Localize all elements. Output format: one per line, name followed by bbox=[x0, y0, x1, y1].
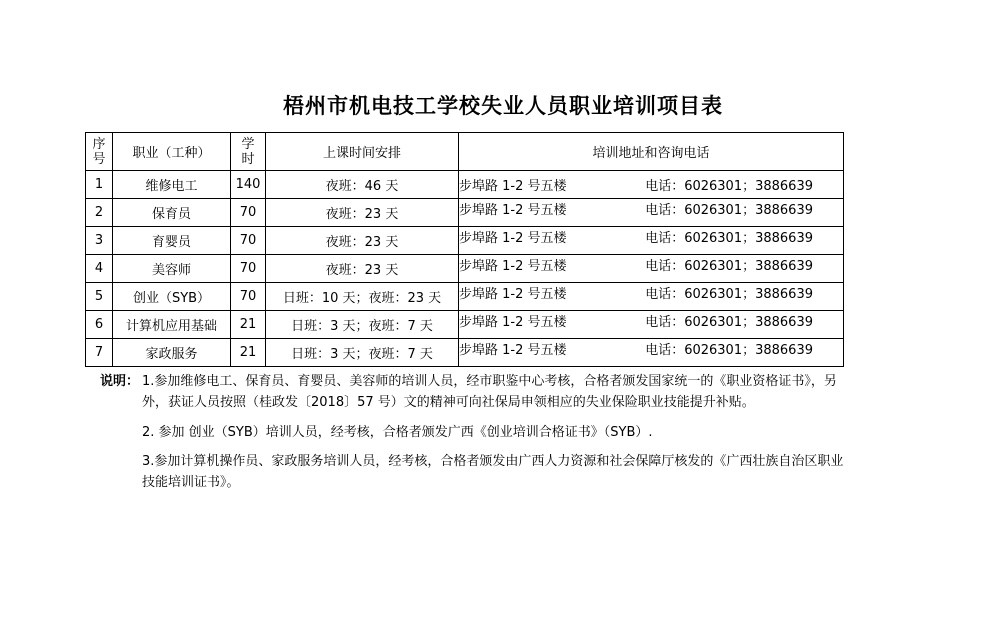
address-text: 步埠路 1-2 号五楼 bbox=[459, 179, 567, 194]
cell-job: 保育员 bbox=[113, 199, 231, 227]
cell-job: 美容师 bbox=[113, 255, 231, 283]
cell-seq: 1 bbox=[86, 171, 113, 199]
cell-contact bbox=[459, 227, 844, 255]
cell-contact bbox=[459, 255, 844, 283]
cell-seq: 6 bbox=[86, 311, 113, 339]
table-header-row bbox=[86, 133, 844, 171]
table-row bbox=[86, 283, 844, 311]
phone-text: 电话：6026301；3886639 bbox=[645, 287, 813, 302]
header-seq: 序 号 bbox=[86, 133, 113, 171]
cell-job: 计算机应用基础 bbox=[113, 311, 231, 339]
cell-job: 创业（SYB） bbox=[113, 283, 231, 311]
cell-schedule: 夜班：23 天 bbox=[266, 227, 459, 255]
phone-text: 电话：6026301；3886639 bbox=[645, 203, 813, 218]
phone-text: 电话：6026301；3886639 bbox=[645, 343, 813, 358]
address-text: 步埠路 1-2 号五楼 bbox=[459, 343, 567, 358]
phone-text: 电话：6026301；3886639 bbox=[645, 315, 813, 330]
address-text: 步埠路 1-2 号五楼 bbox=[459, 231, 567, 246]
notes-label: 说明： bbox=[100, 374, 140, 389]
table-row bbox=[86, 199, 844, 227]
phone-text: 电话：6026301；3886639 bbox=[645, 259, 813, 274]
cell-schedule: 夜班：23 天 bbox=[266, 255, 459, 283]
cell-hours: 21 bbox=[231, 339, 266, 367]
header-contact: 培训地址和咨询电话 bbox=[459, 133, 844, 171]
table-row bbox=[86, 171, 844, 199]
table-row bbox=[86, 255, 844, 283]
notes-section bbox=[100, 371, 845, 493]
cell-job: 育婴员 bbox=[113, 227, 231, 255]
cell-hours: 70 bbox=[231, 255, 266, 283]
note-text: 1.参加维修电工、保育员、育婴员、美容师的培训人员，经市职鉴中心考核，合格者颁发国家统一的《职业资格证书》，另外，获证人员按照（桂政发〔2018〕57 号）文的精神可向社保局申领相应的失业保险职业技能提升补贴。 bbox=[142, 374, 837, 410]
cell-contact bbox=[459, 311, 844, 339]
cell-hours: 21 bbox=[231, 311, 266, 339]
note-text: 3.参加计算机操作员、家政服务培训人员，经考核，合格者颁发由广西人力资源和社会保障厅核发的《广西壮族自治区职业技能培训证书》。 bbox=[142, 454, 844, 490]
address-text: 步埠路 1-2 号五楼 bbox=[459, 287, 567, 302]
cell-job: 维修电工 bbox=[113, 171, 231, 199]
header-hours: 学 时 bbox=[231, 133, 266, 171]
cell-job: 家政服务 bbox=[113, 339, 231, 367]
cell-seq: 4 bbox=[86, 255, 113, 283]
cell-hours: 70 bbox=[231, 283, 266, 311]
address-text: 步埠路 1-2 号五楼 bbox=[459, 203, 567, 218]
cell-contact bbox=[459, 171, 844, 199]
cell-hours: 140 bbox=[231, 171, 266, 199]
cell-contact bbox=[459, 199, 844, 227]
table-row bbox=[86, 311, 844, 339]
cell-schedule: 日班：3 天；夜班：7 天 bbox=[266, 339, 459, 367]
cell-schedule: 日班：3 天；夜班：7 天 bbox=[266, 311, 459, 339]
phone-text: 电话：6026301；3886639 bbox=[645, 231, 813, 246]
table-row bbox=[86, 339, 844, 367]
training-table bbox=[85, 132, 844, 367]
cell-contact bbox=[459, 283, 844, 311]
note-item bbox=[142, 422, 845, 443]
cell-hours: 70 bbox=[231, 227, 266, 255]
table-row bbox=[86, 227, 844, 255]
address-text: 步埠路 1-2 号五楼 bbox=[459, 315, 567, 330]
cell-schedule: 夜班：23 天 bbox=[266, 199, 459, 227]
cell-schedule: 夜班：46 天 bbox=[266, 171, 459, 199]
header-job: 职业（工种） bbox=[113, 133, 231, 171]
cell-seq: 5 bbox=[86, 283, 113, 311]
note-text: 2. 参加 创业（SYB）培训人员，经考核，合格者颁发广西《创业培训合格证书》（SYB）. bbox=[142, 425, 653, 440]
note-item bbox=[142, 451, 845, 493]
cell-contact bbox=[459, 339, 844, 367]
page-title: 梧州市机电技工学校失业人员职业培训项目表 bbox=[283, 93, 723, 118]
cell-seq: 2 bbox=[86, 199, 113, 227]
note-item bbox=[100, 371, 845, 413]
cell-hours: 70 bbox=[231, 199, 266, 227]
cell-schedule: 日班：10 天；夜班：23 天 bbox=[266, 283, 459, 311]
phone-text: 电话：6026301；3886639 bbox=[645, 179, 813, 194]
address-text: 步埠路 1-2 号五楼 bbox=[459, 259, 567, 274]
header-schedule: 上课时间安排 bbox=[266, 133, 459, 171]
cell-seq: 3 bbox=[86, 227, 113, 255]
cell-seq: 7 bbox=[86, 339, 113, 367]
